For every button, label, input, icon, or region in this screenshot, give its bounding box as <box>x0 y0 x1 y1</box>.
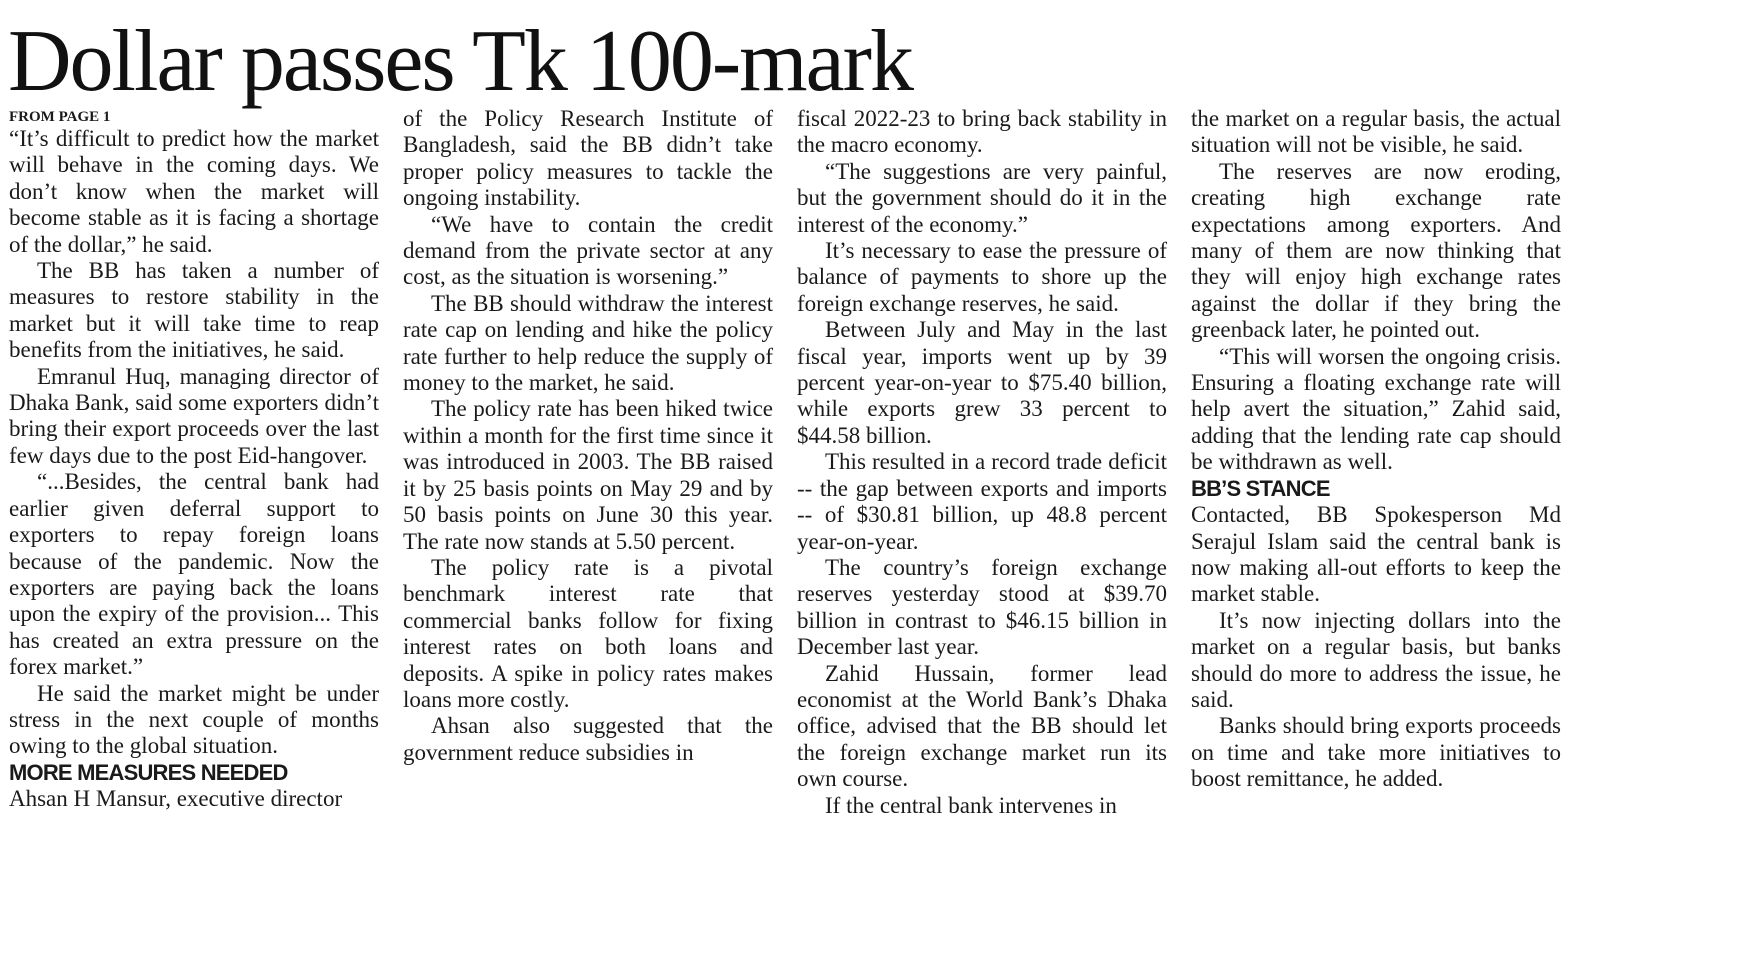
paragraph: Banks should bring exports proceeds on time and take more initiatives to boost remittance, he added. <box>1191 713 1561 792</box>
article-column-1 <box>9 106 379 813</box>
paragraph: “We have to contain the credit demand from the private sector at any cost, as the situation is worsening.” <box>403 211 773 290</box>
paragraph: Emranul Huq, managing director of Dhaka Bank, said some exporters didn’t bring their export proceeds over the last few days due to the post Eid-hangover. <box>9 363 379 468</box>
paragraph: “...Besides, the central bank had earlier given deferral support to exporters to repay foreign loans because of the pandemic. Now the exporters are paying back the loans upon the expiry of the provision... This has created an extra pressure on the forex market.” <box>9 469 379 680</box>
paragraph: Contacted, BB Spokesperson Md Serajul Islam said the central bank is now making all-out efforts to keep the market stable. <box>1191 502 1561 607</box>
paragraph: The BB has taken a number of measures to restore stability in the market but it will take time to reap benefits from the initiatives, he said. <box>9 258 379 363</box>
paragraph: Ahsan also suggested that the government reduce subsidies in <box>403 713 773 765</box>
paragraph: The BB should withdraw the interest rate cap on lending and hike the policy rate further to help reduce the supply of money to the market, he said. <box>403 290 773 396</box>
paragraph: “This will worsen the ongoing crisis. Ensuring a floating exchange rate will help avert the situation,” Zahid said, adding that the lending rate cap should be withdrawn as well. <box>1191 343 1561 475</box>
from-page-kicker: FROM PAGE 1 <box>9 109 111 125</box>
paragraph: Between July and May in the last fiscal year, imports went up by 39 percent year-on-year to $75.40 billion, while exports grew 33 percent to $44.58 billion. <box>797 317 1167 448</box>
paragraph: “The suggestions are very painful, but the government should do it in the interest of the economy.” <box>797 158 1167 237</box>
paragraph: This resulted in a record trade deficit -- the gap between exports and imports -- of $30.81 billion, up 48.8 percent year-on-year. <box>797 449 1167 554</box>
paragraph: of the Policy Research Institute of Bangladesh, said the BB didn’t take proper policy measures to tackle the ongoing instability. <box>403 106 773 211</box>
headline: Dollar passes Tk 100-mark <box>8 13 912 110</box>
paragraph: fiscal 2022-23 to bring back stability in the macro economy. <box>797 106 1167 158</box>
paragraph: The policy rate is a pivotal benchmark interest rate that commercial banks follow for fixing interest rates on both loans and deposits. A spike in policy rates makes loans more costly. <box>403 554 773 712</box>
paragraph: Ahsan H Mansur, executive director <box>9 786 343 812</box>
paragraph: He said the market might be under stress in the next couple of months owing to the global situation. <box>9 680 379 759</box>
paragraph: Zahid Hussain, former lead economist at the World Bank’s Dhaka office, advised that the BB should let the foreign exchange market run its own course. <box>797 660 1167 792</box>
paragraph: The reserves are now eroding, creating high exchange rate expectations among exporters. And many of them are now thinking that they will enjoy high exchange rates against the dollar if they bring the greenback later, he pointed out. <box>1191 158 1561 343</box>
paragraph: The policy rate has been hiked twice within a month for the first time since it was introduced in 2003. The BB raised it by 25 basis points on May 29 and by 50 basis points on June 30 this year. The rate now stands at 5.50 percent. <box>403 396 773 554</box>
paragraph: the market on a regular basis, the actual situation will not be visible, he said. <box>1191 106 1561 158</box>
paragraph: The country’s foreign exchange reserves yesterday stood at $39.70 billion in contrast to $46.15 billion in December last year. <box>797 554 1167 660</box>
subhead-bb-stance: BB’S STANCE <box>1191 475 1330 501</box>
article-column-3 <box>797 106 1167 819</box>
paragraph: It’s now injecting dollars into the market on a regular basis, but banks should do more to address the issue, he said. <box>1191 607 1561 712</box>
paragraph: It’s necessary to ease the pressure of balance of payments to shore up the foreign exchange reserves, he said. <box>797 238 1167 316</box>
article-column-2 <box>403 106 773 766</box>
subhead-more-measures: MORE MEASURES NEEDED <box>9 759 288 785</box>
article-column-4 <box>1191 106 1561 793</box>
paragraph: If the central bank intervenes in <box>825 792 1117 818</box>
paragraph: “It’s difficult to predict how the market will behave in the coming days. We don’t know when the market will become stable as it is facing a shortage of the dollar,” he said. <box>9 126 379 257</box>
